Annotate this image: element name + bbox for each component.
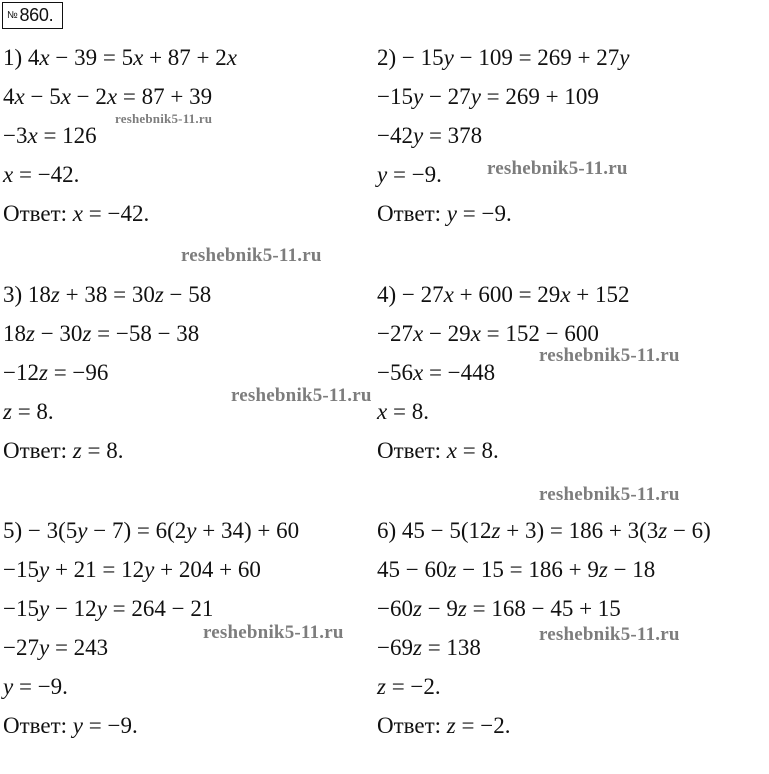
- watermark-text: reshebnik5-11.ru: [181, 245, 322, 266]
- problem-2-line-1: 2) − 15y − 109 = 269 + 27y: [377, 45, 630, 70]
- problem-1-line-1: 1) 4x − 39 = 5x + 87 + 2x: [3, 45, 237, 70]
- problem-3-line-3: −12z = −96: [3, 360, 109, 385]
- problem-6-line-3: −60z − 9z = 168 − 45 + 15: [377, 596, 621, 621]
- problem-5-line-4: −27y = 243: [3, 635, 109, 660]
- problem-3-answer: Ответ: z = 8.: [3, 438, 124, 463]
- problem-2-answer: Ответ: y = −9.: [377, 201, 512, 226]
- problem-6-answer: Ответ: z = −2.: [377, 713, 511, 738]
- problem-5-line-1: 5) − 3(5y − 7) = 6(2y + 34) + 60: [3, 518, 300, 543]
- watermark-text: reshebnik5-11.ru: [115, 111, 213, 126]
- problem-6-line-5: z = −2.: [377, 674, 441, 699]
- number-sign: №: [7, 10, 18, 21]
- problem-6-line-2: 45 − 60z − 15 = 186 + 9z − 18: [377, 557, 656, 582]
- problem-4-line-4: x = 8.: [377, 399, 429, 424]
- problem-3-line-4: z = 8.: [3, 399, 54, 424]
- problem-4-answer: Ответ: x = 8.: [377, 438, 499, 463]
- problem-4-line-1: 4) − 27x + 600 = 29x + 152: [377, 282, 630, 307]
- problem-6-line-4: −69z = 138: [377, 635, 481, 660]
- problem-4-line-3: −56x = −448: [377, 360, 496, 385]
- problem-1-answer: Ответ: x = −42.: [3, 201, 150, 226]
- problem-number-badge: [2, 2, 63, 29]
- problem-2-line-4: y = −9.: [377, 162, 442, 187]
- problem-1-line-4: x = −42.: [3, 162, 80, 187]
- problem-5-answer: Ответ: y = −9.: [3, 713, 138, 738]
- watermark-text: reshebnik5-11.ru: [539, 484, 680, 505]
- problem-5-line-3: −15y − 12y = 264 − 21: [3, 596, 214, 621]
- problem-4-line-2: −27x − 29x = 152 − 600: [377, 321, 599, 346]
- watermark-text: reshebnik5-11.ru: [231, 385, 372, 406]
- problem-2-line-2: −15y − 27y = 269 + 109: [377, 84, 599, 109]
- watermark-text: reshebnik5-11.ru: [539, 624, 680, 645]
- problem-1-line-3: −3x = 126: [3, 123, 97, 148]
- problem-6-line-1: 6) 45 − 5(12z + 3) = 186 + 3(3z − 6): [377, 518, 711, 543]
- watermark-text: reshebnik5-11.ru: [203, 622, 344, 643]
- problem-3-line-2: 18z − 30z = −58 − 38: [3, 321, 200, 346]
- problem-3-line-1: 3) 18z + 38 = 30z − 58: [3, 282, 212, 307]
- problem-5-line-2: −15y + 21 = 12y + 204 + 60: [3, 557, 261, 582]
- watermark-text: reshebnik5-11.ru: [539, 345, 680, 366]
- problem-number: 860.: [19, 5, 54, 25]
- watermark-text: reshebnik5-11.ru: [487, 158, 628, 179]
- problem-5-line-5: y = −9.: [3, 674, 68, 699]
- problem-2-line-3: −42y = 378: [377, 123, 483, 148]
- problem-1-line-2: 4x − 5x − 2x = 87 + 39: [3, 84, 213, 109]
